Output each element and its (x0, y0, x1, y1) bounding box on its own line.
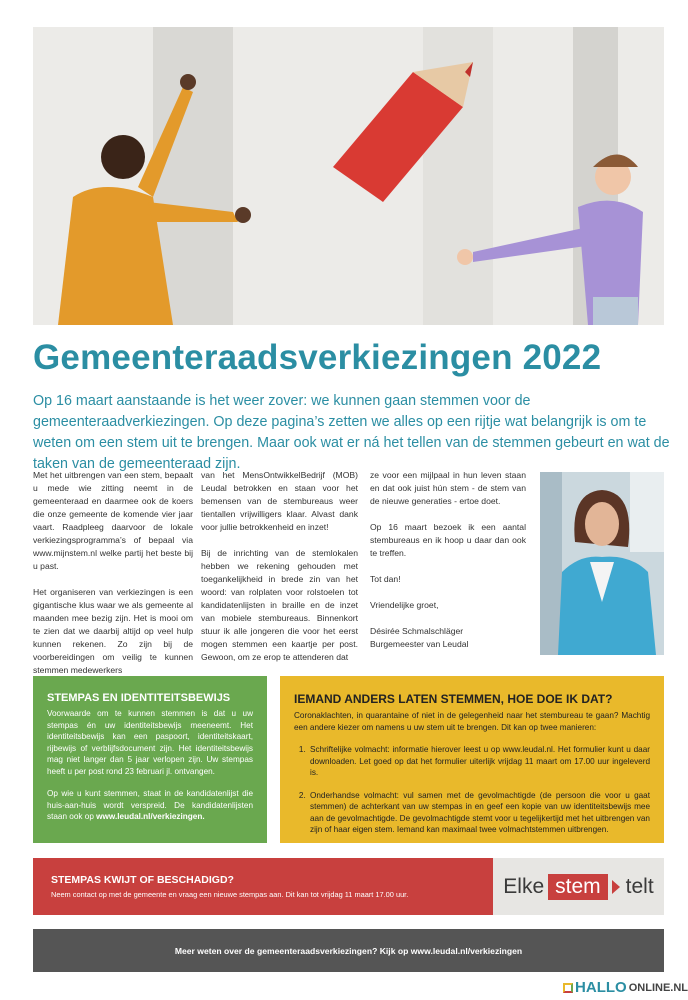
logo-word: telt (625, 874, 654, 898)
box-paragraph (47, 788, 253, 823)
watermark-text: HALLO (575, 979, 627, 996)
paragraph: ze voor een mijlpaal in hun leven staan en dat ook juist hún stem - de stem van de nieuwe generaties - ertoe doet. (370, 470, 526, 506)
hallo-logo-icon (563, 983, 573, 993)
logo-word: Elke (503, 874, 545, 898)
body-column-1 (33, 469, 193, 690)
logo-word-highlight: stem (548, 874, 608, 900)
arrow-icon (612, 880, 620, 894)
box-paragraph: Coronaklachten, in quarantaine of niet in de gelegenheid naar het stembureau te gaan? Machtig een andere kiezer om namens u uw stem uit te brengen. Dit kan op twee manieren: (294, 711, 650, 732)
body-column-2 (201, 469, 358, 677)
signature (370, 625, 526, 651)
paragraph: Bij de inrichting van de stemlokalen hebben we rekening gehouden met toegankelijkheid in brede zin van het woord: van rolplaten voor rolstoelen tot kandidatenlijsten in braille en de inzet van mobiele stembureaus. Binnenkort stuur ik alle jongeren die voor het eerst mogen stemmen een kaartje per post. Gewoon, om ze erop te attenderen dat (201, 548, 358, 662)
paragraph: van het MensOntwikkelBedrijf (MOB) Leudal betrokken en staan voor het bemensen van de stembureaus weer tientallen vrijwilligers klaar. Alvast dank voor jullie betrokkenheid en inzet! (201, 470, 358, 532)
box-heading: IEMAND ANDERS LATEN STEMMEN, HOE DOE IK DAT? (294, 692, 613, 706)
mayor-portrait (540, 472, 664, 655)
list-item: 1. Schriftelijke volmacht: informatie hierover leest u op www.leudal.nl. Het formulier kunt u daar downloaden. Let goed op dat het formulier uiterlijk vrijdag 11 maart om 17.00 uur ingeleverd is. (308, 744, 650, 779)
body-column-3 (370, 469, 526, 664)
signature-name: Désirée Schmalschläger (370, 626, 464, 636)
volmacht-list (294, 744, 650, 836)
hero-photo (33, 27, 664, 325)
page-title: Gemeenteraadsverkiezingen 2022 (33, 338, 602, 377)
portrait-illustration (540, 472, 664, 655)
signature-role: Burgemeester van Leudal (370, 639, 469, 649)
elke-stem-telt-logo (493, 858, 664, 915)
intro-text: Op 16 maart aanstaande is het weer zover: we kunnen gaan stemmen voor de gemeenteraadverkiezingen. Op deze pagina’s zetten we alles op een rijtje wat belangrijk is om te weten om een stem uit te brengen. Maar ook wat er ná het tellen van de stemmen gebeurt en wat de taken van de gemeenteraad zijn. (33, 393, 670, 472)
banner-text: Neem contact op met de gemeente en vraag een nieuwe stempas aan. Dit kan tot vrijdag 11 maart 17.00 uur. (51, 890, 409, 899)
hero-illustration (33, 27, 664, 325)
paragraph: Het organiseren van verkiezingen is een gigantische klus waar we als gemeente al maanden mee bezig zijn. Het is mooi om te zien dat we daarbij altijd op veel hulp kunnen rekenen. Zo zijn bij de voorbereidingen om veilig te kunnen stemmen medewerkers (33, 587, 193, 675)
hallo-online-watermark (563, 979, 688, 996)
paragraph: Met het uitbrengen van een stem, bepaalt u mede wie zitting neemt in de gemeenteraad en daarmee ook de koers die onze gemeente de komende vier jaar vaart. Raadpleeg daarvoor de lokale verkiezingsprogramma’s of bepaal via www.mijnstem.nl welke partij het beste bij u past. (33, 470, 193, 571)
box-heading: STEMPAS EN IDENTITEITSBEWIJS (47, 692, 231, 704)
footer-bar: Meer weten over de gemeenteraadsverkiezingen? Kijk op www.leudal.nl/verkiezingen (33, 929, 664, 972)
list-item: 2. Onderhandse volmacht: vul samen met de gevolmachtigde (de persoon die voor u gaat stemmen) de achterkant van uw stempas in en geef een kopie van uw identiteitsbewijs mee aan de gevolmachtigde. De gevolmachtigde stemt voor u tegelijkertijd met het uitbrengen van zijn of haar eigen stem. Iemand kan maximaal twee volmachtstemmen uitbrengen. (308, 790, 650, 836)
stempas-kwijt-banner (33, 858, 493, 915)
paragraph: Tot dan! (370, 574, 401, 584)
verkiezingen-link[interactable]: www.leudal.nl/verkiezingen. (96, 812, 205, 821)
box-text: Op wie u kunt stemmen, staat in de kandidatenlijst die huis-aan-huis wordt verspreid. De kandidatenlijsten staan ook op (47, 789, 253, 821)
box-paragraph: Voorwaarde om te kunnen stemmen is dat u uw stempas én uw identiteitsbewijs meeneemt. Het identiteitsbewijs kan een paspoort, identiteitskaart, rijbewijs of verblijfsdocument zijn. Het identiteitsbewijs mag niet langer dan 5 jaar verlopen zijn. Uw stempas heeft u per post rond 23 februari jl. ontvangen. (47, 709, 253, 776)
stempas-identiteitsbewijs-box (33, 676, 267, 843)
volmacht-box (280, 676, 664, 843)
paragraph: Op 16 maart bezoek ik een aantal stembureaus en ik hoop u daar dan ook te treffen. (370, 522, 526, 558)
watermark-text: ONLINE.NL (628, 981, 688, 994)
paragraph: Vriendelijke groet, (370, 600, 439, 610)
banner-heading: STEMPAS KWIJT OF BESCHADIGD? (51, 874, 234, 886)
